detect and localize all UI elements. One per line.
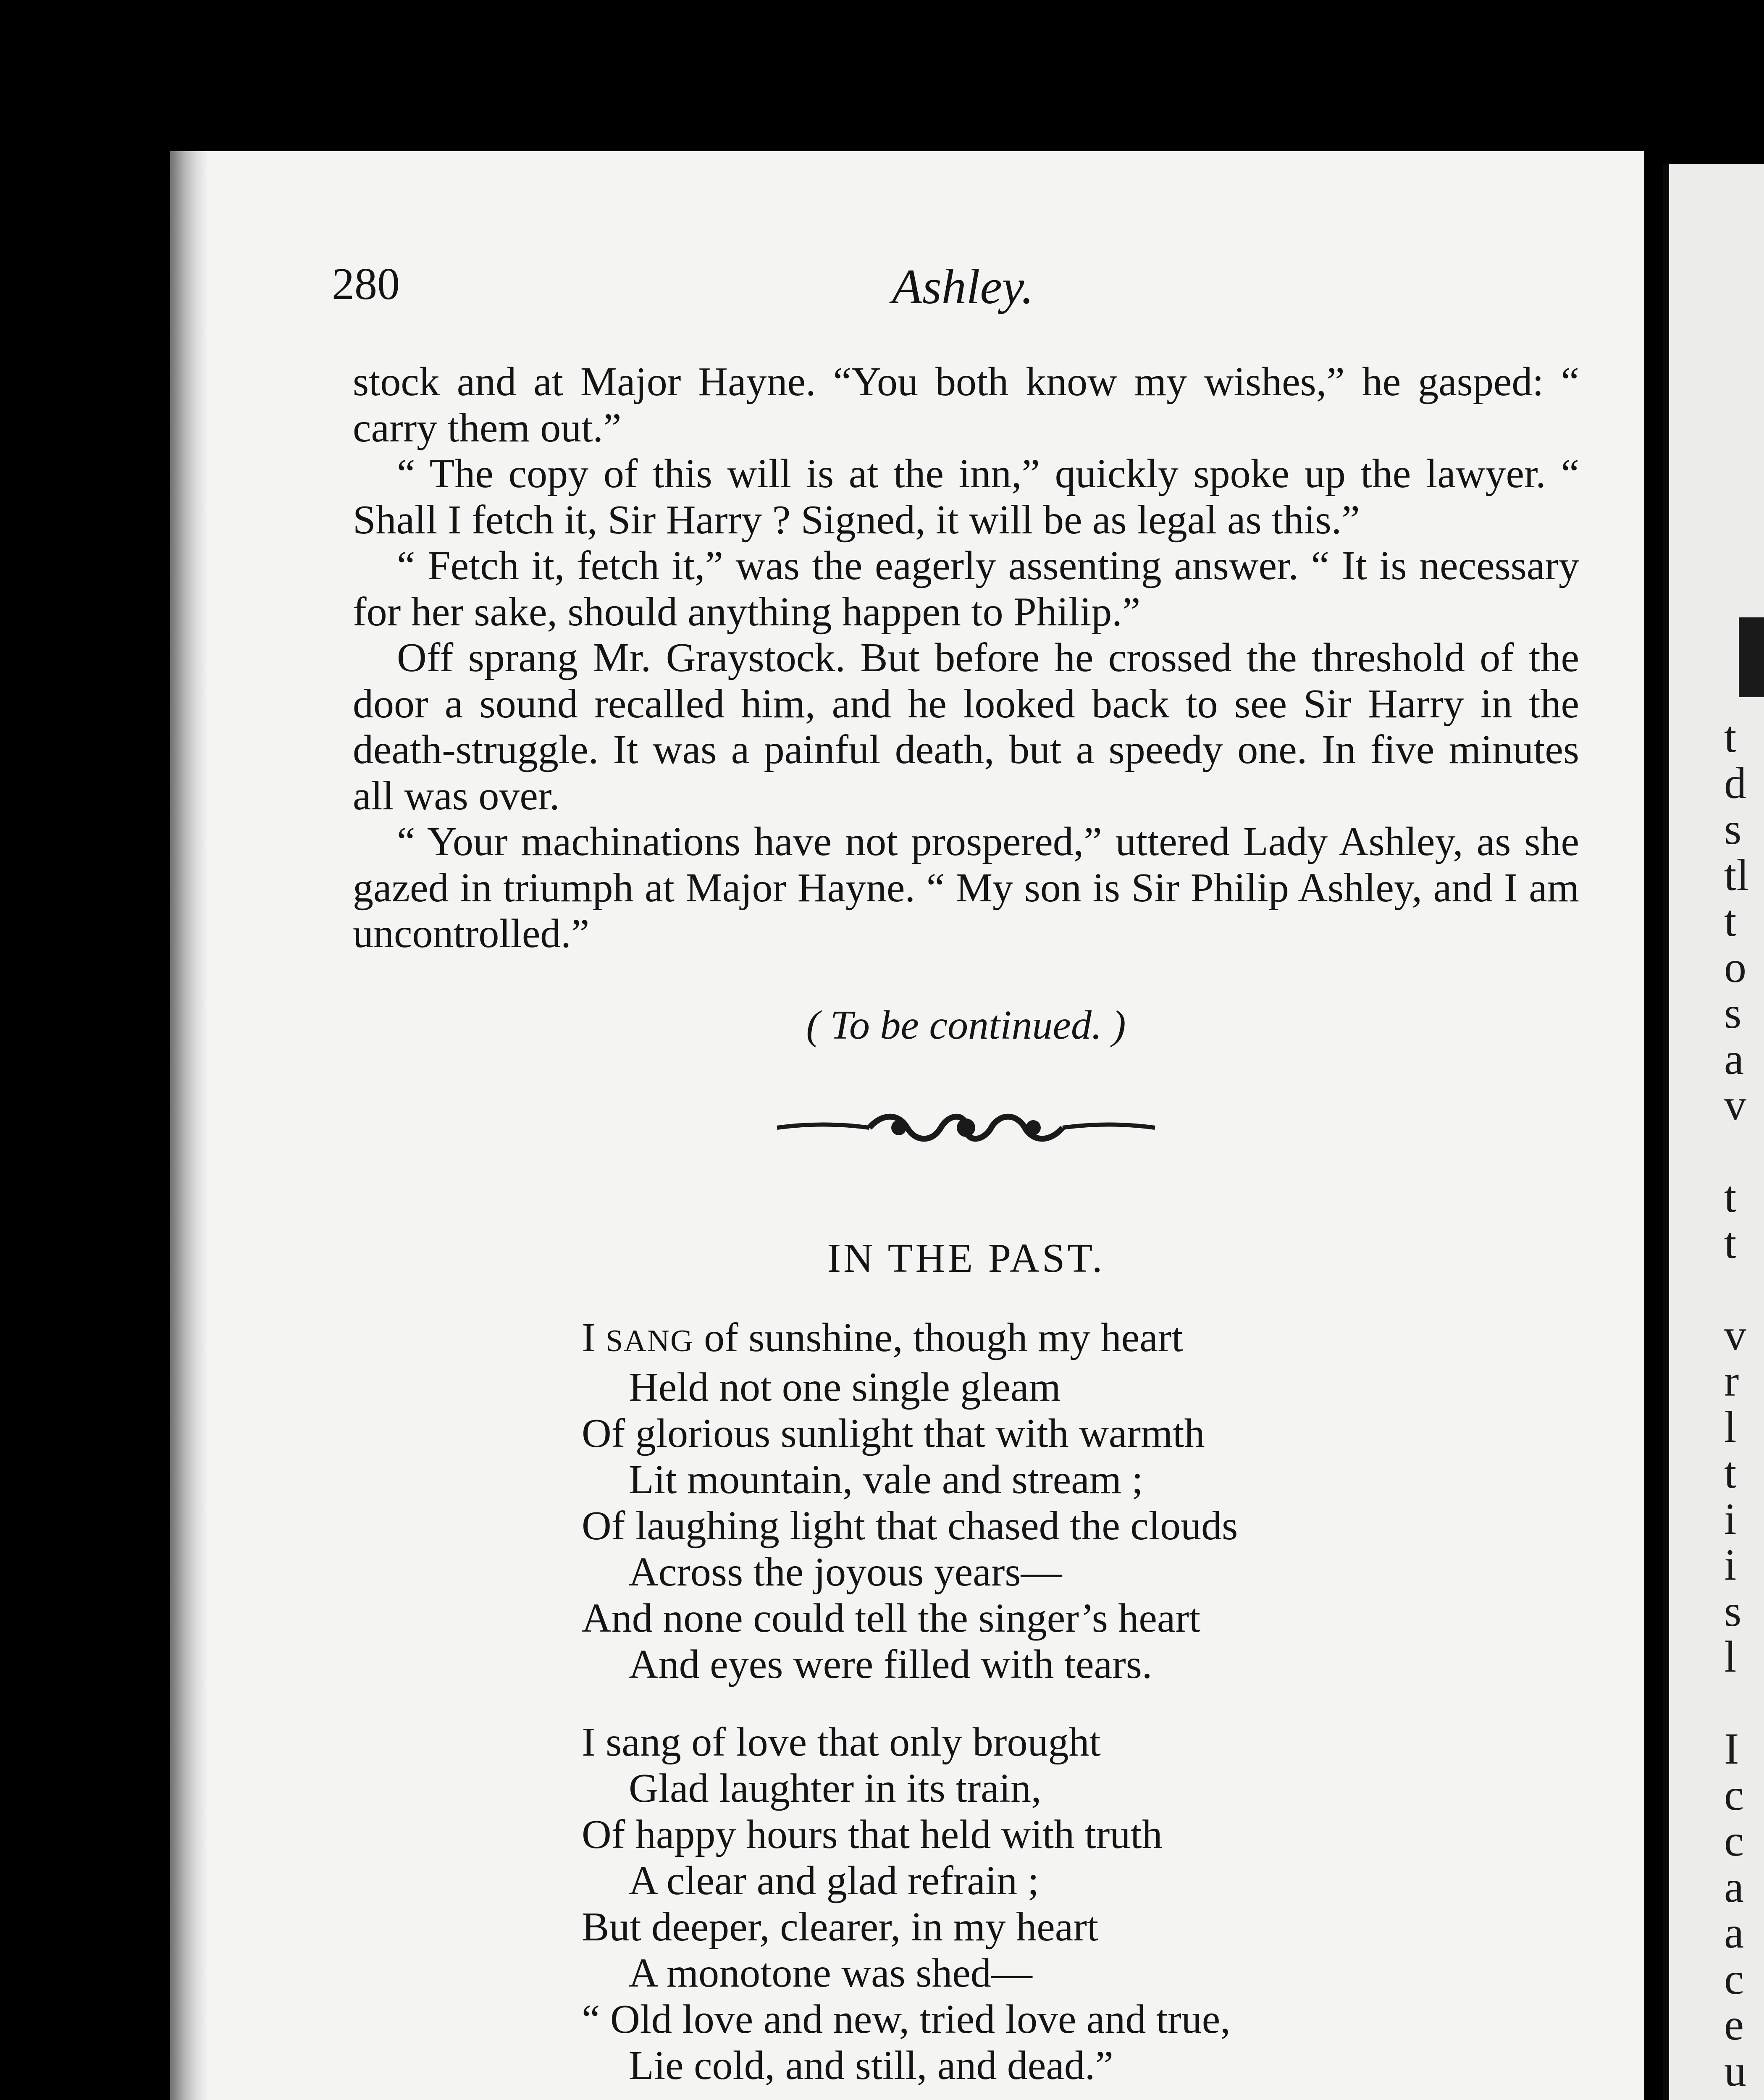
running-title: Ashley. bbox=[892, 259, 1034, 314]
poem-line: I sang of love that only brought bbox=[582, 1719, 1101, 1765]
paragraph: stock and at Major Hayne. “You both know my wishes,” he gasped: “ carry them out.” bbox=[353, 359, 1579, 451]
ornament-divider bbox=[773, 1109, 1159, 1147]
poem-line: But deeper, clearer, in my heart bbox=[582, 1904, 1099, 1950]
poem-line: A clear and glad refrain ; bbox=[629, 1858, 1039, 1903]
poem-line: Lie cold, and still, and dead.” bbox=[629, 2043, 1113, 2088]
poem-line: I SANG of sunshine, though my heart bbox=[582, 1315, 1183, 1360]
to-be-continued: ( To be continued. ) bbox=[806, 1003, 1126, 1048]
poem-line: And eyes were filled with tears. bbox=[629, 1642, 1152, 1687]
poem-line: A monotone was shed— bbox=[629, 1950, 1032, 1996]
paragraph: “ Fetch it, fetch it,” was the eagerly assenting answer. “ It is necessary for her sake, should anything happen to Philip.” bbox=[353, 543, 1579, 635]
adjacent-page-letters: t d s tl t o s a v t t v r l t i i s l I c c a a c e u bbox=[1724, 712, 1749, 2095]
paragraph: “ The copy of this will is at the inn,” quickly spoke up the lawyer. “ Shall I fetch it, Sir Harry ? Signed, it will be as legal as this.” bbox=[353, 451, 1579, 543]
poem bbox=[582, 1315, 1422, 2100]
running-head bbox=[332, 258, 1594, 326]
paragraph: Off sprang Mr. Graystock. But before he crossed the threshold of the door a sound recalled him, and he looked back to see Sir Harry in the death-struggle. It was a painful death, but a speedy one. In five minutes all was over. bbox=[353, 635, 1579, 819]
poem-line: Of happy hours that held with truth bbox=[582, 1812, 1163, 1857]
adjacent-page-drop-cap bbox=[1739, 617, 1764, 697]
poem-line: “ Old love and new, tried love and true, bbox=[582, 1997, 1231, 2042]
poem-title: IN THE PAST. bbox=[827, 1236, 1105, 1281]
poem-line: Of laughing light that chased the clouds bbox=[582, 1503, 1238, 1549]
small-caps-word: SANG bbox=[606, 1324, 694, 1358]
poem-line: Across the joyous years— bbox=[629, 1549, 1062, 1595]
page-number: 280 bbox=[332, 259, 400, 309]
poem-line: And none could tell the singer’s heart bbox=[582, 1596, 1201, 1641]
page-gutter-shadow bbox=[170, 151, 208, 2100]
paragraph: “ Your machinations have not prospered,” uttered Lady Ashley, as she gazed in triumph at Major Hayne. “ My son is Sir Philip Ashley, and I am uncontrolled.” bbox=[353, 819, 1579, 956]
poem-line: Lit mountain, vale and stream ; bbox=[629, 1457, 1143, 1502]
stanza-2 bbox=[582, 1719, 1422, 2089]
poem-line: Held not one single gleam bbox=[629, 1365, 1061, 1410]
story-text bbox=[353, 359, 1579, 957]
poem-line: Of glorious sunlight that with warmth bbox=[582, 1411, 1205, 1456]
stanza-1 bbox=[582, 1315, 1422, 1688]
poem-line: Glad laughter in its train, bbox=[629, 1766, 1042, 1811]
